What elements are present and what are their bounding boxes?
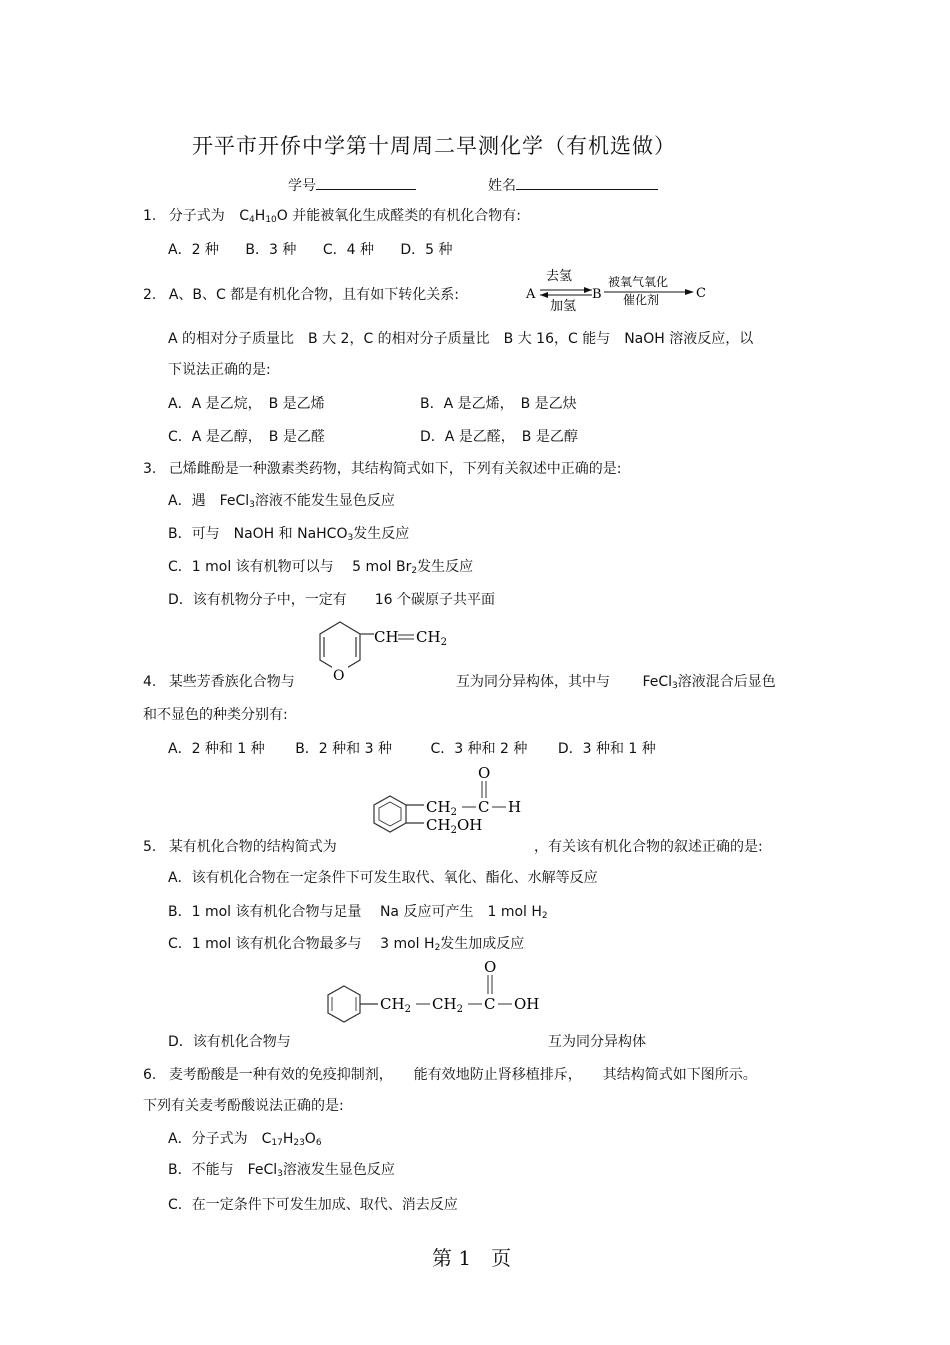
q2-line-2: A 的相对分子质量比 B 大 2，C 的相对分子质量比 B 大 16，C 能与 NaOH 溶液反应，以	[168, 331, 754, 347]
q5-text-a: 某有机化合物的结构简式为	[168, 839, 337, 855]
q5-structure-2	[322, 956, 552, 1024]
svg-text:CH: CH	[374, 628, 399, 646]
question-2	[143, 284, 459, 304]
q4-text-b: 互为同分异构体，其中与 FeCl$_3$溶液混合后显色	[456, 674, 776, 691]
q5-number: 5.	[143, 839, 157, 855]
q2-option-a[interactable]: A．A 是乙烷， B 是乙烯	[168, 396, 325, 412]
scheme-top2: 被氧气氧化	[608, 275, 669, 289]
question-1	[143, 205, 521, 225]
question-6	[143, 1064, 757, 1084]
scheme-a: A	[526, 287, 536, 302]
q4-text-a: 某些芳香族化合物与	[168, 674, 295, 690]
name-field[interactable]	[488, 175, 658, 195]
svg-text:O: O	[478, 764, 491, 782]
q2-number: 2.	[143, 287, 157, 303]
q1-text-b: 并能被氧化生成醛类的有机化合物有:	[292, 208, 521, 224]
svg-text:OH: OH	[514, 995, 540, 1013]
q3-text: 己烯雌酚是一种激素类药物，其结构简式如下，下列有关叙述中正确的是:	[168, 461, 622, 477]
q4-line-2: 和不显色的种类分别有:	[143, 707, 288, 723]
q1-option-c[interactable]: C．4 种	[322, 242, 374, 258]
q2-option-d[interactable]: D．A 是乙醛， B 是乙醇	[420, 429, 578, 445]
question-4	[143, 671, 295, 691]
student-id-label: 学号	[288, 178, 316, 194]
q2-option-b[interactable]: B．A 是乙烯， B 是乙炔	[420, 396, 577, 412]
q5-option-d[interactable]: D．该有机化合物与	[168, 1034, 291, 1050]
q1-formula: $C_4H_{10}O$	[239, 208, 288, 225]
q1-text-a: 分子式为	[168, 208, 225, 224]
question-5	[143, 836, 337, 856]
q3-option-c[interactable]: C．1 mol 该有机物可以与 5 mol $Br_2$发生反应	[168, 559, 474, 576]
svg-text:C: C	[478, 798, 490, 816]
q1-number: 1.	[143, 208, 157, 224]
q3-number: 3.	[143, 461, 157, 477]
svg-text:O: O	[484, 958, 497, 976]
svg-text:CH2: $CH_2$	[416, 628, 447, 648]
scheme-bottom2: 催化剂	[623, 293, 660, 307]
q4-option-d[interactable]: D．3 种和 1 种	[557, 741, 656, 757]
svg-text:C: C	[484, 995, 496, 1013]
q6-option-a[interactable]: A．分子式为 $C_{17}H_{23}O_6$	[168, 1131, 322, 1148]
question-3	[143, 458, 622, 478]
q4-option-b[interactable]: B．2 种和 3 种	[295, 741, 392, 757]
q2-text: A、B、C 都是有机化合物，且有如下转化关系:	[168, 287, 459, 303]
q4-ring-oxygen: O	[333, 668, 345, 684]
q2-option-c[interactable]: C．A 是乙醇， B 是乙醛	[168, 429, 325, 445]
q5-option-b[interactable]: B．1 mol 该有机化合物与足量 Na 反应可产生 1 mol $H_2$	[168, 904, 548, 921]
q3-option-a[interactable]: A．遇 FeCl$_3$溶液不能发生显色反应	[168, 493, 395, 510]
scheme-c: C	[696, 286, 706, 301]
svg-text:H: H	[508, 798, 522, 816]
svg-text:CH2OH: $CH_2OH$	[426, 816, 483, 836]
q4-options	[168, 738, 656, 758]
q5-option-d-tail: 互为同分异构体	[548, 1034, 646, 1050]
q1-option-d[interactable]: D．5 种	[400, 242, 453, 258]
name-label: 姓名	[488, 178, 516, 194]
q4-number: 4.	[143, 674, 157, 690]
scheme-bottom1: 加氢	[550, 299, 577, 314]
svg-text:CH2: $CH_2$	[380, 995, 411, 1015]
q5-option-c[interactable]: C．1 mol 该有机化合物最多与 3 mol $H_2$发生加成反应	[168, 936, 525, 953]
q3-option-b[interactable]: B．可与 NaOH 和 NaHCO$_3$发生反应	[168, 526, 410, 543]
q6-text: 麦考酚酸是一种有效的免疫抑制剂， 能有效地防止肾移植排斥， 其结构简式如下图所示。	[168, 1067, 757, 1083]
q4-structure	[310, 614, 470, 688]
page-title: 开平市开侨中学第十周周二早测化学（有机选做）	[192, 134, 676, 158]
q1-option-b[interactable]: B．3 种	[245, 242, 297, 258]
q2-reaction-scheme	[522, 264, 722, 314]
svg-text:CH2: $CH_2$	[426, 798, 457, 818]
q6-option-c[interactable]: C．在一定条件下可发生加成、取代、消去反应	[168, 1197, 458, 1213]
q3-option-d[interactable]: D．该有机物分子中，一定有 16 个碳原子共平面	[168, 592, 496, 608]
scheme-top1: 去氢	[546, 269, 573, 284]
q1-options	[168, 239, 453, 259]
q5-text-b: ，有关该有机化合物的叙述正确的是:	[534, 839, 763, 855]
q6-number: 6.	[143, 1067, 157, 1083]
q4-option-c[interactable]: C．3 种和 2 种	[430, 741, 528, 757]
q6-option-b[interactable]: B．不能与 FeCl$_3$溶液发生显色反应	[168, 1162, 395, 1179]
page-number: 第 1 页	[432, 1246, 512, 1270]
scheme-b: B	[592, 287, 602, 302]
q5-option-a[interactable]: A．该有机化合物在一定条件下可发生取代、氧化、酯化、水解等反应	[168, 870, 598, 886]
q5-structure-1	[364, 762, 534, 842]
student-id-field[interactable]	[288, 175, 416, 195]
q1-option-a[interactable]: A．2 种	[168, 242, 219, 258]
q4-option-a[interactable]: A．2 种和 1 种	[168, 741, 265, 757]
q6-line-2: 下列有关麦考酚酸说法正确的是:	[143, 1098, 344, 1114]
q2-line-3: 下说法正确的是:	[168, 362, 271, 378]
svg-text:CH2: $CH_2$	[432, 995, 463, 1015]
